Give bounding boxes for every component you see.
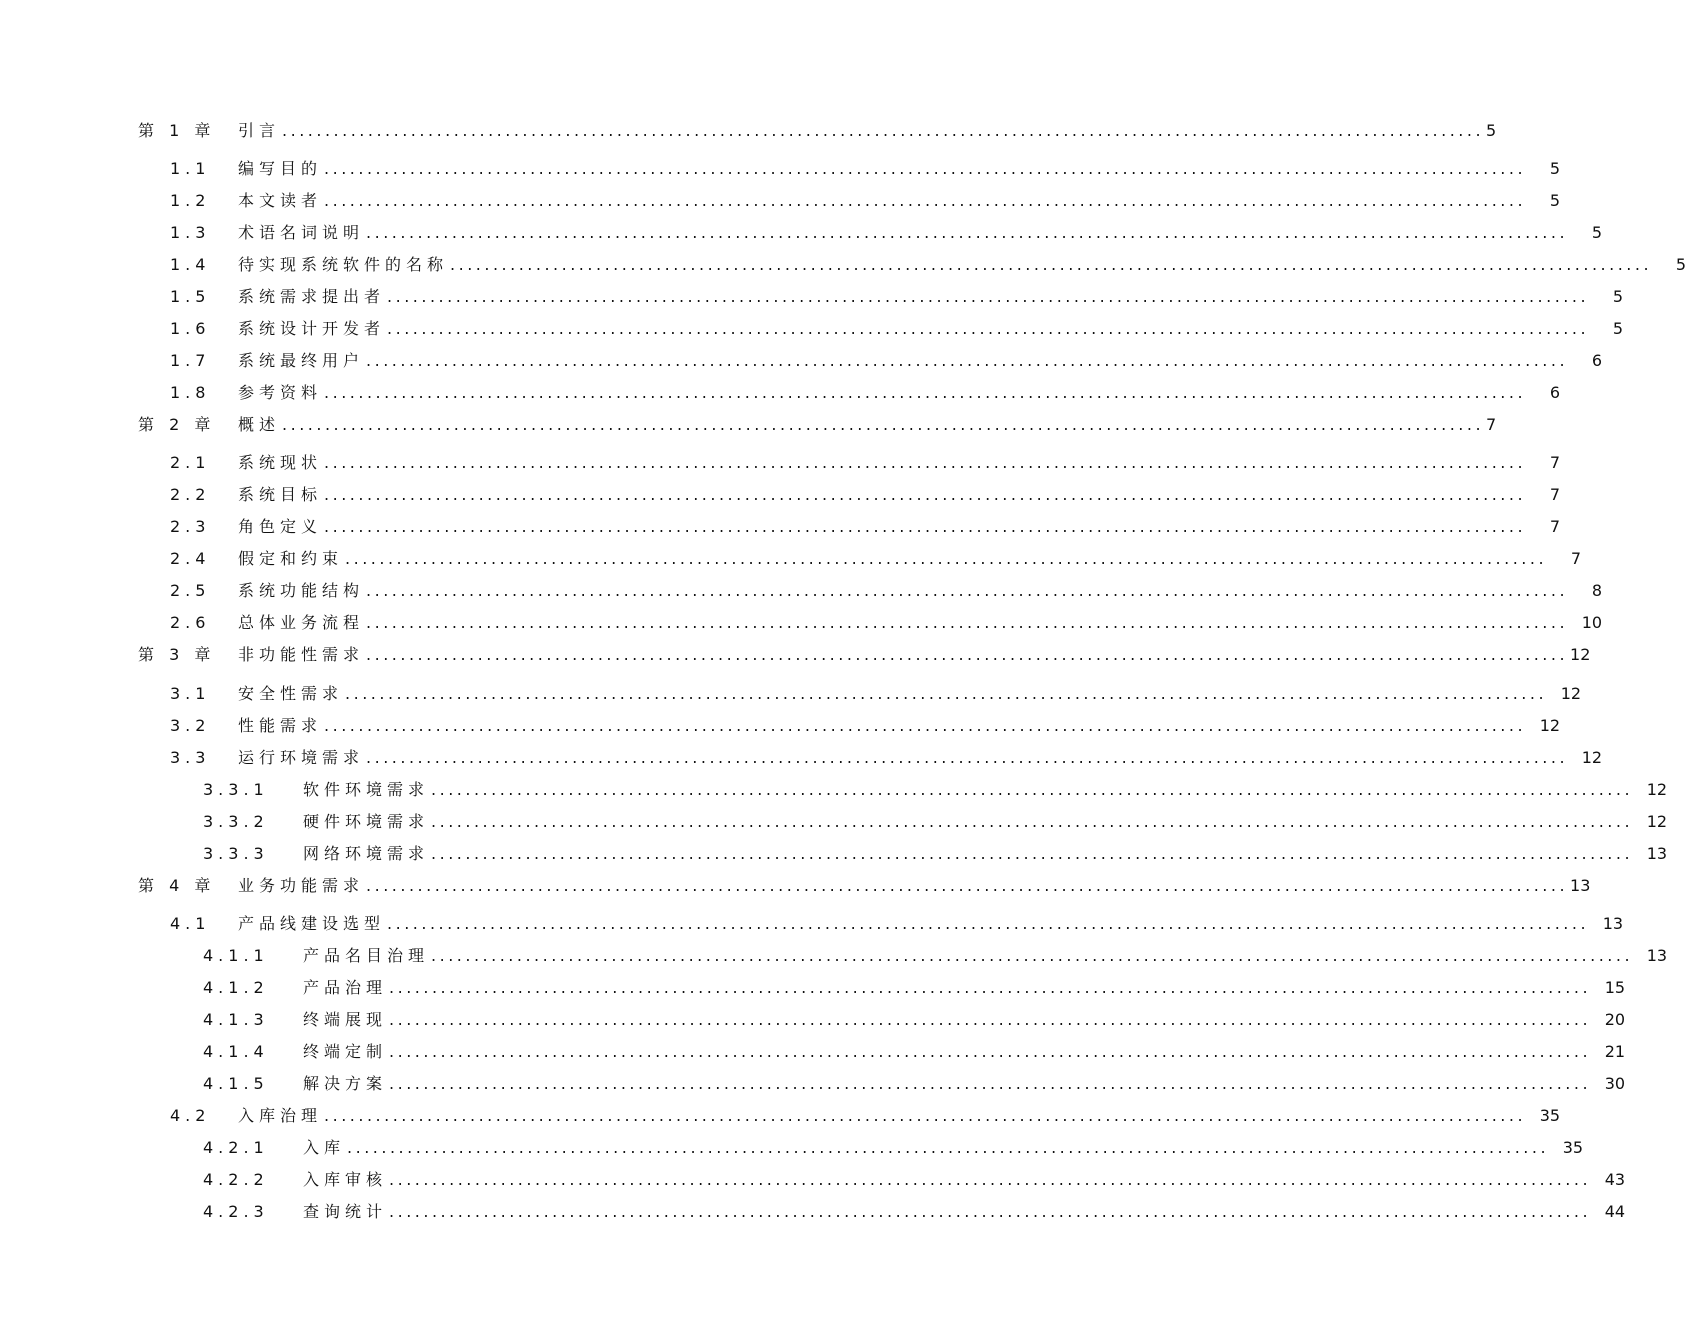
toc-entry[interactable] xyxy=(138,873,1591,899)
toc-entry-title: 系统目标 xyxy=(238,485,323,504)
toc-entry[interactable] xyxy=(138,118,1497,144)
toc-entry-number: 4.1.5 xyxy=(203,1074,269,1093)
dot-leader: ............................................................................................................................................ xyxy=(389,1074,1592,1093)
dot-leader: ............................................................................................................................................ xyxy=(347,1138,1550,1157)
toc-entry-number: 4.2.2 xyxy=(203,1170,269,1189)
toc-entry-number: 4.1.4 xyxy=(203,1042,269,1061)
toc-entry-title: 系统设计开发者 xyxy=(238,319,386,338)
toc-entry-page: 12 xyxy=(1646,780,1668,799)
toc-entry-title: 入库治理 xyxy=(238,1106,323,1125)
toc-entry[interactable] xyxy=(170,713,1561,739)
toc-entry-number: 4.1.3 xyxy=(203,1010,269,1029)
toc-entry-number: 3.3 xyxy=(170,748,211,767)
toc-entry-title: 系统需求提出者 xyxy=(238,287,386,306)
toc-entry-title: 总体业务流程 xyxy=(238,613,365,632)
toc-entry-number: 1.5 xyxy=(170,287,211,306)
toc-entry-title: 网络环境需求 xyxy=(303,844,430,863)
toc-entry-title: 软件环境需求 xyxy=(303,780,430,799)
toc-entry-page: 8 xyxy=(1591,581,1603,600)
toc-entry-title: 产品治理 xyxy=(303,978,388,997)
toc-entry-number: 1.8 xyxy=(170,383,211,402)
toc-entry[interactable] xyxy=(170,188,1561,214)
toc-entry-number: 4.1 xyxy=(170,914,211,933)
toc-entry[interactable] xyxy=(138,642,1591,668)
toc-entry-page: 5 xyxy=(1675,255,1686,274)
toc-entry-page: 5 xyxy=(1486,121,1497,140)
toc-entry-page: 30 xyxy=(1604,1074,1626,1093)
toc-entry-page: 15 xyxy=(1604,978,1626,997)
toc-entry-page: 5 xyxy=(1549,191,1561,210)
toc-entry[interactable] xyxy=(170,450,1561,476)
dot-leader: ............................................................................................................................................ xyxy=(366,581,1569,600)
toc-entry[interactable] xyxy=(170,316,1624,342)
dot-leader: ............................................................................................................................................ xyxy=(324,716,1527,735)
toc-entry-number: 4.2.3 xyxy=(203,1202,269,1221)
dot-leader: ............................................................................................................................................ xyxy=(450,255,1653,274)
dot-leader: ............................................................................................................................................ xyxy=(366,876,1569,895)
toc-entry-number: 2.4 xyxy=(170,549,211,568)
toc-entry-number: 4.1.2 xyxy=(203,978,269,997)
toc-entry-page: 5 xyxy=(1591,223,1603,242)
toc-entry-number: 1.1 xyxy=(170,159,211,178)
toc-entry[interactable] xyxy=(203,1007,1626,1033)
toc-entry-page: 13 xyxy=(1570,876,1591,895)
dot-leader: ............................................................................................................................................ xyxy=(389,1170,1592,1189)
toc-entry-title: 系统最终用户 xyxy=(238,351,365,370)
dot-leader: ............................................................................................................................................ xyxy=(431,780,1634,799)
toc-entry-page: 13 xyxy=(1602,914,1624,933)
toc-entry-title: 产品名目治理 xyxy=(303,946,430,965)
toc-entry-title: 非功能性需求 xyxy=(238,645,365,664)
toc-entry[interactable] xyxy=(203,1167,1626,1193)
toc-entry-number: 4.2.1 xyxy=(203,1138,269,1157)
toc-entry-number: 第 2 章 xyxy=(138,415,216,434)
dot-leader: ............................................................................................................................................ xyxy=(387,319,1590,338)
toc-entry-page: 12 xyxy=(1570,645,1591,664)
toc-entry[interactable] xyxy=(170,546,1582,572)
toc-entry-page: 7 xyxy=(1570,549,1582,568)
toc-entry-title: 本文读者 xyxy=(238,191,323,210)
toc-entry-number: 2.1 xyxy=(170,453,211,472)
toc-entry-page: 7 xyxy=(1549,517,1561,536)
toc-entry-title: 待实现系统软件的名称 xyxy=(238,255,449,274)
toc-entry-number: 2.3 xyxy=(170,517,211,536)
toc-entry-title: 参考资料 xyxy=(238,383,323,402)
dot-leader: ............................................................................................................................................ xyxy=(324,159,1527,178)
toc-entry[interactable] xyxy=(170,610,1603,636)
dot-leader: ............................................................................................................................................ xyxy=(389,1042,1592,1061)
toc-entry-number: 第 1 章 xyxy=(138,121,216,140)
toc-entry-page: 6 xyxy=(1591,351,1603,370)
toc-entry-page: 12 xyxy=(1581,748,1603,767)
dot-leader: ............................................................................................................................................ xyxy=(345,549,1548,568)
dot-leader: ............................................................................................................................................ xyxy=(324,517,1527,536)
toc-entry-title: 概述 xyxy=(238,415,281,434)
toc-entry-page: 12 xyxy=(1539,716,1561,735)
toc-entry-title: 引言 xyxy=(238,121,281,140)
dot-leader: ............................................................................................................................................ xyxy=(366,613,1569,632)
dot-leader: ............................................................................................................................................ xyxy=(387,914,1590,933)
dot-leader: ............................................................................................................................................ xyxy=(431,844,1634,863)
dot-leader: ............................................................................................................................................ xyxy=(366,748,1569,767)
dot-leader: ............................................................................................................................................ xyxy=(431,812,1634,831)
toc-entry[interactable] xyxy=(170,156,1561,182)
toc-entry-title: 终端展现 xyxy=(303,1010,388,1029)
toc-entry-page: 13 xyxy=(1646,946,1668,965)
dot-leader: ............................................................................................................................................ xyxy=(366,223,1569,242)
toc-entry-title: 系统现状 xyxy=(238,453,323,472)
toc-entry[interactable] xyxy=(170,252,1686,278)
toc-entry-number: 3.3.3 xyxy=(203,844,269,863)
toc-entry[interactable] xyxy=(170,284,1624,310)
toc-entry-page: 20 xyxy=(1604,1010,1626,1029)
toc-entry[interactable] xyxy=(170,911,1624,937)
toc-entry-title: 假定和约束 xyxy=(238,549,344,568)
toc-entry[interactable] xyxy=(203,975,1626,1001)
toc-entry-number: 1.6 xyxy=(170,319,211,338)
toc-entry[interactable] xyxy=(170,348,1603,374)
toc-entry-title: 运行环境需求 xyxy=(238,748,365,767)
toc-entry[interactable] xyxy=(203,841,1668,867)
toc-entry-page: 6 xyxy=(1549,383,1561,402)
toc-entry[interactable] xyxy=(203,777,1668,803)
toc-entry-number: 第 3 章 xyxy=(138,645,216,664)
toc-entry-number: 1.7 xyxy=(170,351,211,370)
toc-entry-number: 2.6 xyxy=(170,613,211,632)
toc-entry-page: 7 xyxy=(1486,415,1497,434)
toc-entry-number: 3.2 xyxy=(170,716,211,735)
toc-entry-title: 产品线建设选型 xyxy=(238,914,386,933)
toc-entry-title: 入库 xyxy=(303,1138,346,1157)
dot-leader: ............................................................................................................................................ xyxy=(282,415,1485,434)
toc-entry[interactable] xyxy=(203,1071,1626,1097)
dot-leader: ............................................................................................................................................ xyxy=(324,383,1527,402)
toc-entry-page: 21 xyxy=(1604,1042,1626,1061)
toc-entry-title: 性能需求 xyxy=(238,716,323,735)
toc-entry-title: 业务功能需求 xyxy=(238,876,365,895)
toc-entry-page: 12 xyxy=(1646,812,1668,831)
toc-entry-title: 角色定义 xyxy=(238,517,323,536)
dot-leader: ............................................................................................................................................ xyxy=(431,946,1634,965)
toc-entry-page: 7 xyxy=(1549,453,1561,472)
dot-leader: ............................................................................................................................................ xyxy=(387,287,1590,306)
toc-entry[interactable] xyxy=(170,220,1603,246)
toc-entry-title: 解决方案 xyxy=(303,1074,388,1093)
toc-entry-page: 5 xyxy=(1612,287,1624,306)
toc-entry-title: 术语名词说明 xyxy=(238,223,365,242)
toc-entry[interactable] xyxy=(170,1103,1561,1129)
toc-entry[interactable] xyxy=(203,1039,1626,1065)
toc-entry[interactable] xyxy=(203,1135,1584,1161)
dot-leader: ............................................................................................................................................ xyxy=(389,978,1592,997)
toc-entry[interactable] xyxy=(138,412,1497,438)
dot-leader: ............................................................................................................................................ xyxy=(345,684,1548,703)
dot-leader: ............................................................................................................................................ xyxy=(324,453,1527,472)
toc-entry-number: 1.3 xyxy=(170,223,211,242)
toc-entry-number: 4.1.1 xyxy=(203,946,269,965)
toc-entry-page: 13 xyxy=(1646,844,1668,863)
toc-entry-page: 7 xyxy=(1549,485,1561,504)
toc-entry-page: 35 xyxy=(1562,1138,1584,1157)
dot-leader: ............................................................................................................................................ xyxy=(282,121,1485,140)
toc-entry[interactable] xyxy=(203,809,1668,835)
toc-entry-title: 入库审核 xyxy=(303,1170,388,1189)
toc-entry[interactable] xyxy=(170,578,1603,604)
toc-entry-page: 12 xyxy=(1560,684,1582,703)
toc-entry-page: 35 xyxy=(1539,1106,1561,1125)
toc-entry-title: 终端定制 xyxy=(303,1042,388,1061)
toc-entry-number: 3.3.1 xyxy=(203,780,269,799)
dot-leader: ............................................................................................................................................ xyxy=(324,191,1527,210)
toc-entry-page: 5 xyxy=(1612,319,1624,338)
toc-entry-title: 安全性需求 xyxy=(238,684,344,703)
toc-entry[interactable] xyxy=(170,745,1603,771)
dot-leader: ............................................................................................................................................ xyxy=(366,645,1569,664)
toc-entry-number: 2.5 xyxy=(170,581,211,600)
dot-leader: ............................................................................................................................................ xyxy=(389,1202,1592,1221)
toc-entry-number: 1.4 xyxy=(170,255,211,274)
toc-entry[interactable] xyxy=(170,514,1561,540)
toc-entry-title: 系统功能结构 xyxy=(238,581,365,600)
toc-entry-number: 第 4 章 xyxy=(138,876,216,895)
toc-entry-number: 1.2 xyxy=(170,191,211,210)
dot-leader: ............................................................................................................................................ xyxy=(324,485,1527,504)
toc-entry-page: 43 xyxy=(1604,1170,1626,1189)
toc-entry-number: 4.2 xyxy=(170,1106,211,1125)
toc-entry-page: 10 xyxy=(1581,613,1603,632)
toc-entry[interactable] xyxy=(170,681,1582,707)
dot-leader: ............................................................................................................................................ xyxy=(389,1010,1592,1029)
toc-entry-title: 硬件环境需求 xyxy=(303,812,430,831)
dot-leader: ............................................................................................................................................ xyxy=(324,1106,1527,1125)
toc-entry-number: 3.3.2 xyxy=(203,812,269,831)
toc-entry-title: 查询统计 xyxy=(303,1202,388,1221)
toc-entry[interactable] xyxy=(170,380,1561,406)
toc-entry[interactable] xyxy=(203,943,1668,969)
toc-entry-number: 2.2 xyxy=(170,485,211,504)
toc-entry-number: 3.1 xyxy=(170,684,211,703)
toc-entry-title: 编写目的 xyxy=(238,159,323,178)
toc-entry-page: 5 xyxy=(1549,159,1561,178)
toc-entry[interactable] xyxy=(170,482,1561,508)
dot-leader: ............................................................................................................................................ xyxy=(366,351,1569,370)
toc-entry[interactable] xyxy=(203,1199,1626,1225)
toc-entry-page: 44 xyxy=(1604,1202,1626,1221)
